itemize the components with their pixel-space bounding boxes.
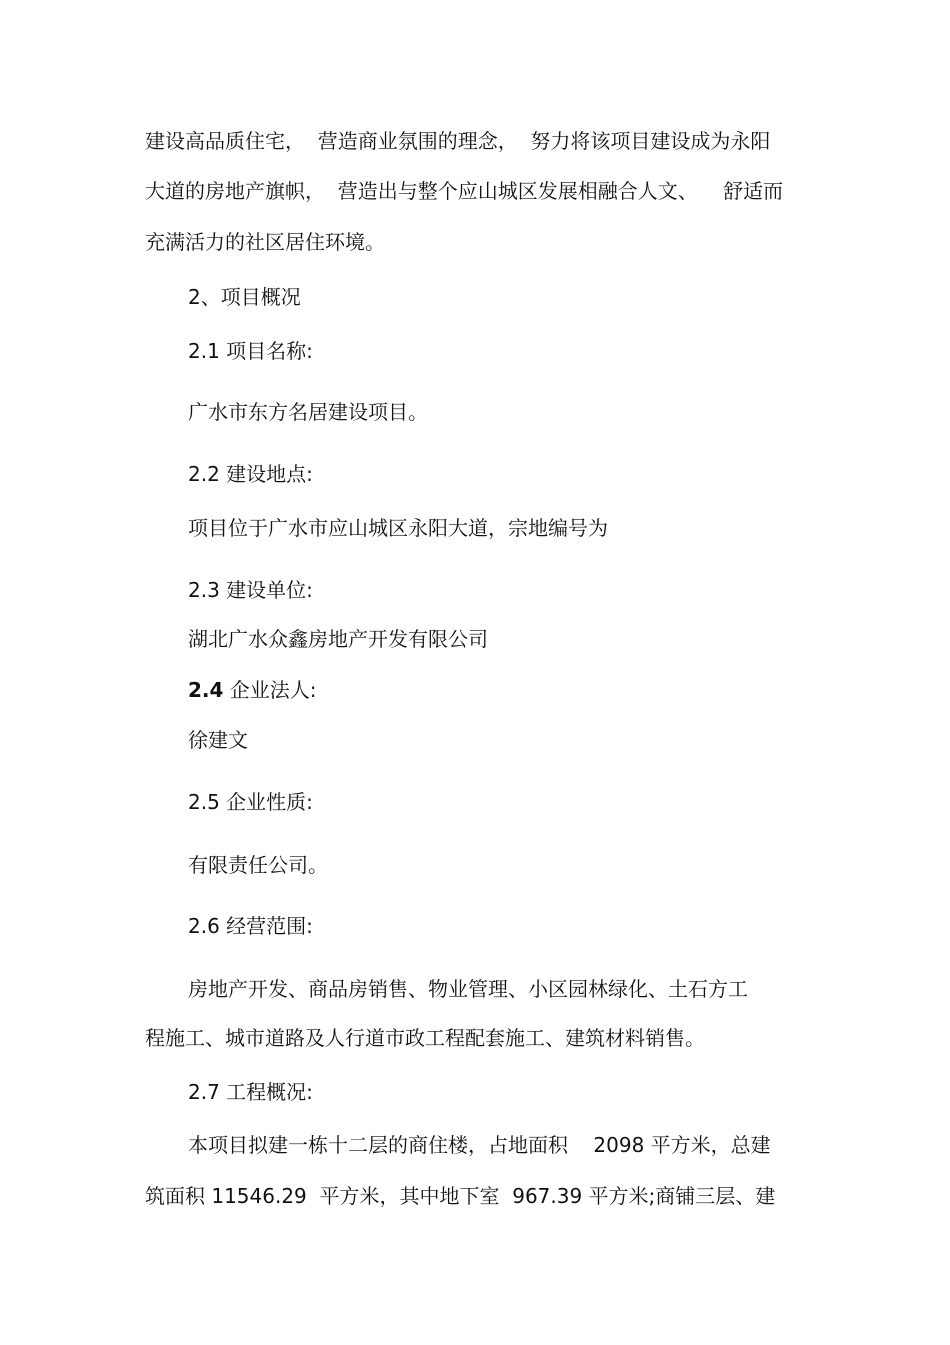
section-2-2-title: 2.2 建设地点:	[188, 462, 313, 486]
section-2-4-label: 企业法人:	[223, 678, 317, 702]
section-2-4-number: 2.4	[188, 678, 224, 702]
section-2-1-title: 2.1 项目名称:	[188, 339, 313, 363]
section-2-2-body: 项目位于广水市应山城区永阳大道，宗地编号为	[188, 516, 608, 540]
section-2-6-body-line-1: 房地产开发、商品房销售、物业管理、小区园林绿化、土石方工	[188, 977, 748, 1001]
section-2-7-body-line-2: 筑面积 11546.29 平方米，其中地下室 967.39 平方米;商铺三层、建	[145, 1184, 776, 1208]
section-2-4-title	[188, 676, 317, 704]
section-2-4-body: 徐建文	[188, 728, 248, 752]
section-2-5-body: 有限责任公司。	[188, 853, 328, 877]
section-2-5-title: 2.5 企业性质:	[188, 790, 313, 814]
intro-line-2: 大道的房地产旗帜， 营造出与整个应山城区发展相融合人文、 舒适而	[145, 179, 784, 203]
intro-line-3: 充满活力的社区居住环境。	[145, 230, 385, 254]
section-2-6-title: 2.6 经营范围:	[188, 914, 313, 938]
section-2-3-body: 湖北广水众鑫房地产开发有限公司	[188, 627, 488, 651]
section-2-1-body: 广水市东方名居建设项目。	[188, 400, 428, 424]
intro-line-1: 建设高品质住宅， 营造商业氛围的理念， 努力将该项目建设成为永阳	[145, 129, 771, 153]
section-2-6-body-line-2: 程施工、城市道路及人行道市政工程配套施工、建筑材料销售。	[145, 1026, 705, 1050]
section-2-heading: 2、项目概况	[188, 285, 301, 309]
section-2-3-title: 2.3 建设单位:	[188, 578, 313, 602]
section-2-7-body-line-1: 本项目拟建一栋十二层的商住楼，占地面积 2098 平方米，总建	[188, 1133, 771, 1157]
section-2-7-title: 2.7 工程概况:	[188, 1080, 313, 1104]
